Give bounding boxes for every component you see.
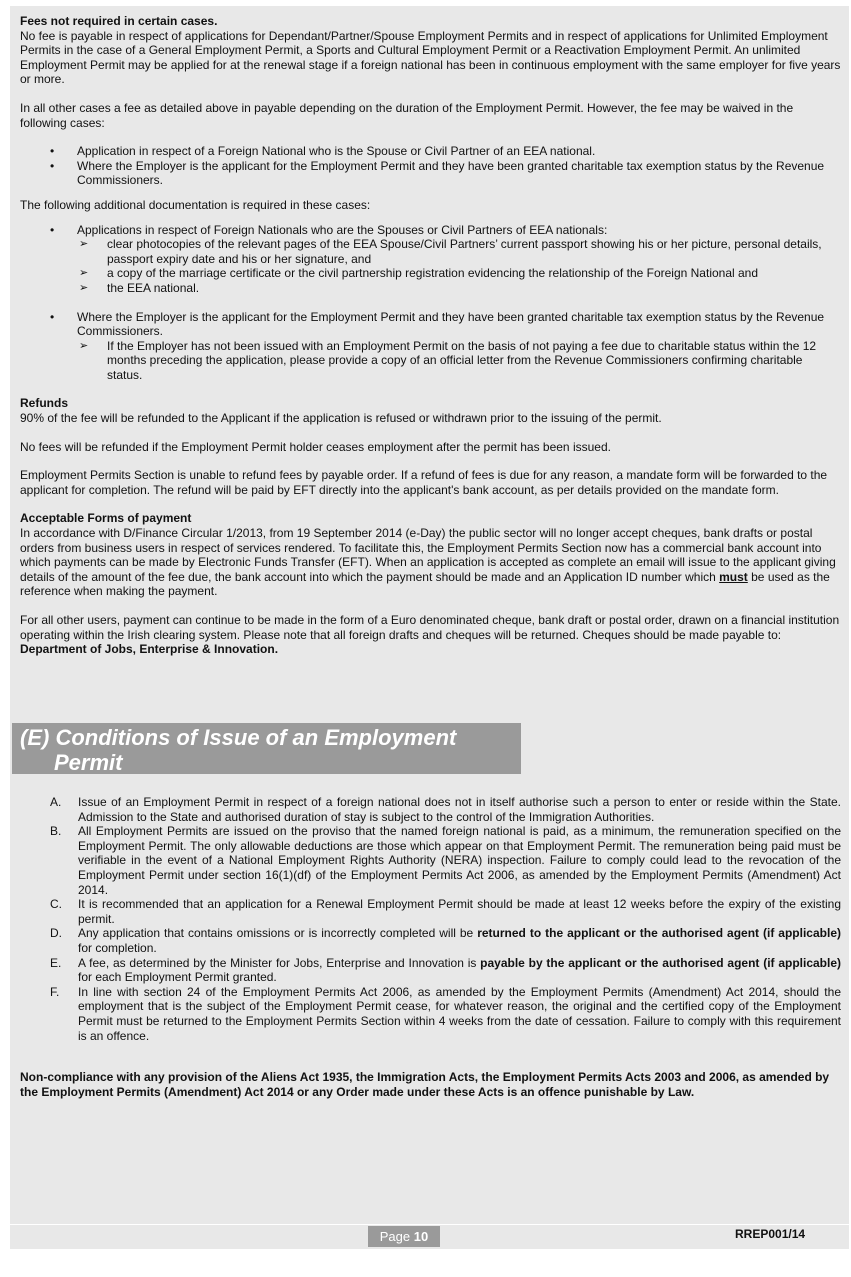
item-text: All Employment Permits are issued on the proviso that the named foreign national is paid, as a minimum, the remuneration specified on the Employment Permit. The only allowable deductions are those which appear on that Employment Permit. The remuneration being paid must be verifiable in the event of a National Employment Rights Authority (NERA) inspection. Failure to comply could lead to the revocation of the Employment Permit under section 16(1)(df) of the Employment Permits Act 2006, as amended by the Employment Permits (Amendment) Act 2014. [78, 824, 841, 897]
item-letter: A. [50, 795, 62, 809]
list-item: ➢ If the Employer has not been issued with an Employment Permit on the basis of not paying a fee due to charitable status within the 12 months preceding the application, please provide a copy of an official letter from the Revenue Commissioners confirming charitable status. [77, 339, 841, 383]
page-number: 10 [413, 1229, 429, 1244]
list-item [20, 956, 841, 985]
item-letter: E. [50, 955, 62, 970]
list-item: ➢ a copy of the marriage certificate or the civil partnership registration evidencing the relationship of the Foreign National and [77, 266, 841, 281]
page-number-tab [368, 1226, 440, 1247]
item-text: Issue of an Employment Permit in respect of a foreign national does not in itself authorise such a person to enter or reside within the State. Admission to the State and authorised duration of stay is subject to the control of the Immigration Authorities. [78, 795, 841, 824]
payment-para1 [20, 526, 841, 599]
section-e-heading-line2: Permit [54, 750, 123, 775]
payment-must-emphasis: must [719, 569, 748, 584]
doc-cases-list [20, 223, 841, 383]
list-item: • Where the Employer is the applicant for the Employment Permit and they have been granted charitable tax exemption status by the Revenue Commissioners. [20, 159, 841, 188]
item-text: A fee, as determined by the Minister for Jobs, Enterprise and Innovation is [78, 955, 481, 970]
list-item: ➢ clear photocopies of the relevant pages of the EEA Spouse/Civil Partners’ current passport showing his or her picture, personal details, passport expiry date and his or her signature, and [77, 237, 841, 266]
conditions-list [20, 795, 841, 1043]
section-e-heading-line1: (E) Conditions of Issue of an Employment [20, 725, 457, 750]
section-e-heading [12, 723, 521, 774]
docs-intro: The following additional documentation is required in these cases: [20, 197, 371, 212]
item-text: Any application that contains omissions or is incorrectly completed will be [78, 926, 478, 941]
doc-case2-items [77, 339, 841, 383]
doc-case1: • Applications in respect of Foreign Nationals who are the Spouses or Civil Partners of EEA nationals: [77, 222, 608, 237]
item-text: In line with section 24 of the Employment Permits Act 2006, as amended by the Employment Permits (Amendment) Act 2014, should the employment that is the subject of the Employment Permit cease, for whatever reason, the original and the certified copy of the Employment Permit must be returned to the Employment Permits Section within 4 weeks from the date of cessation. Failure to comply with this requirement is an offence. [78, 984, 841, 1043]
item-letter: C. [50, 897, 62, 912]
doc-case1-items [77, 237, 841, 295]
footer-divider [10, 1224, 849, 1225]
payment-para1-text: In accordance with D/Finance Circular 1/2013, from 19 September 2014 (e-Day) the public sector will no longer accept cheques, bank drafts or postal orders from business users in respect of services rendered. To facilitate this, the Employment Permits Section now has a commercial bank account into which payments can be made by Electronic Funds Transfer (EFT). When an application is accepted as complete an email will issue to the applicant giving details of the amount of the fee due, the bank account into which the payment should be made and an Application ID number which [20, 526, 836, 584]
list-item [20, 310, 841, 383]
item-letter: F. [50, 984, 60, 999]
refunds-para3: Employment Permits Section is unable to refund fees by payable order. If a refund of fees is due for any reason, a mandate form will be forwarded to the applicant for completion. The refund will be paid by EFT directly into the applicant's bank account, as per details provided on the mandate form. [20, 468, 828, 497]
refunds-para2: No fees will be refunded if the Employment Permit holder ceases employment after the permit has been issued. [20, 439, 611, 454]
fees-exempt-title: Fees not required in certain cases. [20, 14, 218, 28]
payment-para2 [20, 613, 841, 657]
item-text-end: for completion. [78, 940, 157, 955]
document-reference: RREP001/14 [735, 1227, 806, 1241]
payment-para1-end: be used as the reference when making the payment. [20, 569, 830, 599]
refunds-title: Refunds [20, 396, 68, 411]
waiver-cases-list [20, 144, 841, 188]
doc-case2: • Where the Employer is the applicant for the Employment Permit and they have been granted charitable tax exemption status by the Revenue Commissioners. [77, 309, 825, 339]
list-item: ➢ the EEA national. [77, 281, 841, 296]
item-text-end: for each Employment Permit granted. [78, 970, 277, 985]
list-item [20, 223, 841, 296]
list-item [20, 897, 841, 926]
item-letter: D. [50, 926, 62, 941]
document-page [10, 6, 849, 1249]
page-label: Page [379, 1229, 411, 1244]
conditions-section [20, 795, 841, 1043]
refunds-para1: 90% of the fee will be refunded to the Applicant if the application is refused or withdrawn prior to the issuing of the permit. [20, 411, 662, 426]
item-letter: B. [50, 824, 62, 839]
list-item [20, 795, 841, 824]
item-text: It is recommended that an application for a Renewal Employment Permit should be made at least 12 weeks before the expiry of the existing permit. [78, 897, 841, 926]
payment-para2-text: For all other users, payment can continue to be made in the form of a Euro denominated cheque, bank draft or postal order, drawn on a financial institution operating within the Irish clearing system. Please note that all foreign drafts and cheques will be returned. Cheques should be made payable to: [20, 613, 840, 642]
list-item [20, 824, 841, 897]
payee-name: Department of Jobs, Enterprise & Innovation. [20, 642, 279, 657]
list-item [20, 985, 841, 1043]
closing-statement: Non-compliance with any provision of the Aliens Act 1935, the Immigration Acts, the Employment Permits Acts 2003 and 2006, as amended by the Employment Permits (Amendment) Act 2014 or any Order made under these Acts is an offence punishable by Law. [20, 1070, 830, 1099]
payment-title: Acceptable Forms of payment [20, 511, 192, 526]
fees-exempt-para1: No fee is payable in respect of applications for Dependant/Partner/Spouse Employment Permits and in respect of applications for Unlimited Employment Permits in the case of a General Employment Permit, a Sports and Cultural Employment Permit or a Reactivation Employment Permit. An unlimited Employment Permit may be applied for at the renewal stage if a foreign national has been in continuous employment with the same employer for five years or more. [20, 28, 841, 87]
item-bold-text: payable by the applicant or the authorised agent (if applicable) [480, 955, 841, 970]
list-item [20, 926, 841, 955]
item-bold-text: returned to the applicant or the authorised agent (if applicable) [477, 926, 841, 941]
list-item: • Application in respect of a Foreign National who is the Spouse or Civil Partner of an EEA national. [20, 144, 841, 159]
fees-exempt-para2: In all other cases a fee as detailed above in payable depending on the duration of the Employment Permit. However, the fee may be waived in the following cases: [20, 100, 794, 130]
